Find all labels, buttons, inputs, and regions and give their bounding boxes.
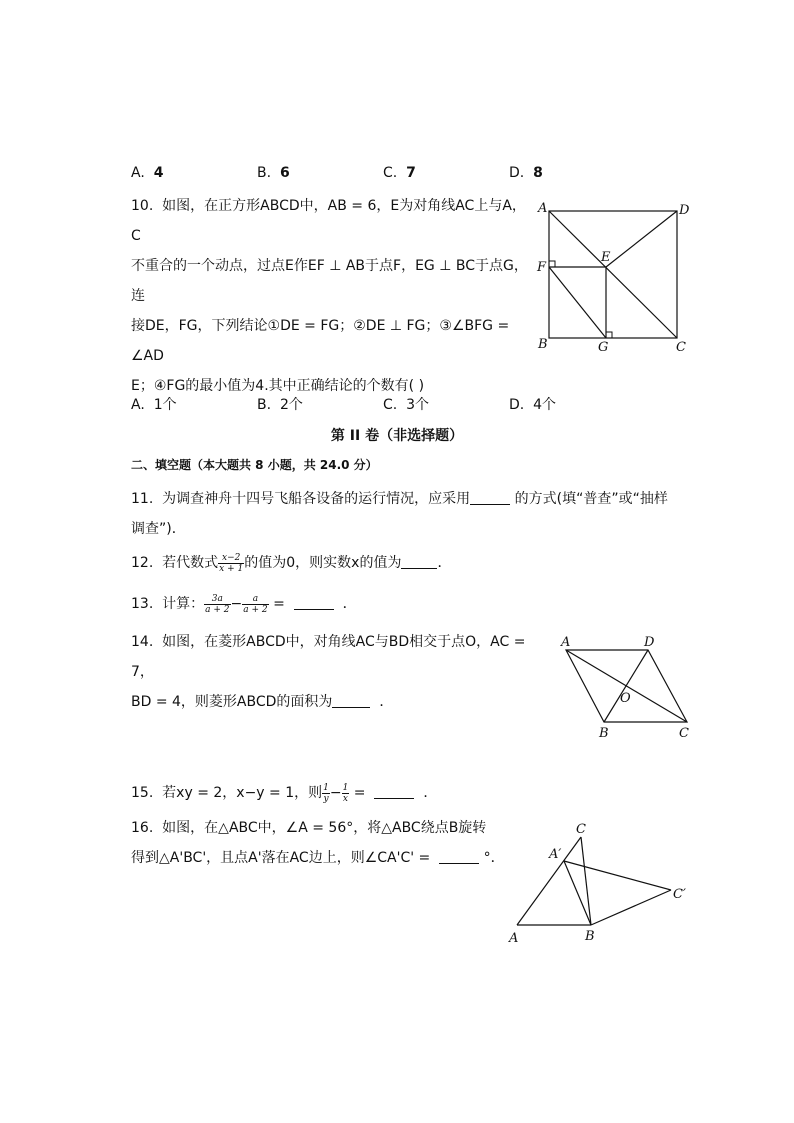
q16-number: 16. xyxy=(131,820,154,836)
q16-text: 16. 如图，在△ABC中，∠A = 56°，将△ABC绕点B旋转 得到△A'BC'，且点A'落在AC边上，则∠CA'C' = °． xyxy=(131,820,505,866)
q15-text: 15. 若xy = 2，x−y = 1，则 $\frac{1}{y}$ − $\frac{1}{x}$ = ． xyxy=(131,782,438,804)
diagonal-ac xyxy=(549,211,677,338)
q10-square-figure xyxy=(530,198,700,358)
q13-number: 13. xyxy=(131,596,154,612)
q10-choice-c: C. 3个 xyxy=(383,397,430,413)
q12-answer-blank[interactable] xyxy=(401,554,437,569)
q10-line3: 接DE，FG，下列结论①DE = FG；②DE ⊥ FG；③∠BFG = ∠AD xyxy=(131,318,510,364)
right-angle-g xyxy=(606,332,612,338)
label-a: A xyxy=(538,201,548,216)
q9-choice-b: B. 6 xyxy=(257,165,290,181)
label-a: A xyxy=(561,635,571,650)
q11-number: 11. xyxy=(131,491,154,507)
right-angle-f xyxy=(549,261,555,267)
q10-text xyxy=(131,191,531,401)
label-f: F xyxy=(537,260,547,275)
label-b: B xyxy=(538,337,548,352)
q13-fraction-2: $\frac{a}{a + 2}$ xyxy=(243,593,268,615)
q10-line2: 不重合的一个动点，过点E作EF ⊥ AB于点F，EG ⊥ BC于点G，连 xyxy=(131,258,528,304)
q10-choice-b: B. 2个 xyxy=(257,397,303,413)
segment-de xyxy=(606,211,677,267)
q9-choice-d: D. 8 xyxy=(509,165,543,181)
q11-answer-blank[interactable] xyxy=(470,490,510,505)
segment-a1c1 xyxy=(564,861,671,890)
q14-number: 14. xyxy=(131,634,154,650)
q10-number: 10. xyxy=(131,198,154,214)
segment-fg xyxy=(549,267,606,338)
label-a-prime: A′ xyxy=(549,847,562,862)
label-b: B xyxy=(599,726,609,741)
q15-answer-blank[interactable] xyxy=(374,784,414,799)
q15-number: 15. xyxy=(131,785,154,801)
label-c: C xyxy=(676,340,686,355)
label-c: C xyxy=(576,822,586,837)
section-title: 第 II 卷（非选择题） xyxy=(330,428,464,444)
label-d: D xyxy=(679,203,690,218)
q14-answer-blank[interactable] xyxy=(332,693,370,708)
label-e: E xyxy=(601,250,611,265)
segment-bc1 xyxy=(591,890,671,925)
label-b: B xyxy=(585,929,595,944)
label-a: A xyxy=(509,931,519,946)
q14-rhombus-figure xyxy=(555,632,700,744)
section-subtitle: 二、填空题（本大题共 8 小题，共 24.0 分） xyxy=(131,458,378,472)
q11-text: 11. 为调查神舟十四号飞船各设备的运行情况，应采用 的方式(填“普查”或“抽样 调查”)． xyxy=(131,491,668,537)
q15-fraction-1: $\frac{1}{y}$ xyxy=(323,782,329,804)
q9-choice-c: C. 7 xyxy=(383,165,416,181)
label-c: C xyxy=(679,726,689,741)
q10-choice-a: A. 1个 xyxy=(131,397,177,413)
label-c-prime: C′ xyxy=(673,887,686,902)
q13-fraction-1: $\frac{3a}{a + 2}$ xyxy=(205,593,230,615)
diagonal-bd xyxy=(604,650,648,722)
q12-number: 12. xyxy=(131,555,154,571)
q10-line4: E；④FG的最小值为4.其中正确结论的个数有( ) xyxy=(131,378,425,394)
label-g: G xyxy=(598,340,609,355)
q10-line1: 如图，在正方形ABCD中，AB = 6，E为对角线AC上与A，C xyxy=(131,198,526,244)
q12-text: 12. 若代数式 $\frac{x-2}{x + 1}$ 的值为0，则实数x的值为 ． xyxy=(131,552,452,574)
q16-answer-blank[interactable] xyxy=(439,849,479,864)
q13-text: 13. 计算： $\frac{3a}{a + 2}$ − $\frac{a}{a + 2}$ = ． xyxy=(131,593,357,615)
q14-text: 14. 如图，在菱形ABCD中，对角线AC与BD相交于点O，AC = 7， BD = 4，则菱形ABCD的面积为 ． xyxy=(131,634,526,710)
label-d: D xyxy=(644,635,655,650)
q12-fraction: $\frac{x-2}{x + 1}$ xyxy=(219,552,244,574)
q9-choice-a: A. 4 xyxy=(131,165,164,181)
q10-choice-d: D. 4个 xyxy=(509,397,557,413)
q13-answer-blank[interactable] xyxy=(294,595,334,610)
q15-fraction-2: $\frac{1}{x}$ xyxy=(342,782,349,804)
label-o: O xyxy=(620,691,631,706)
q16-triangle-figure xyxy=(505,818,695,948)
